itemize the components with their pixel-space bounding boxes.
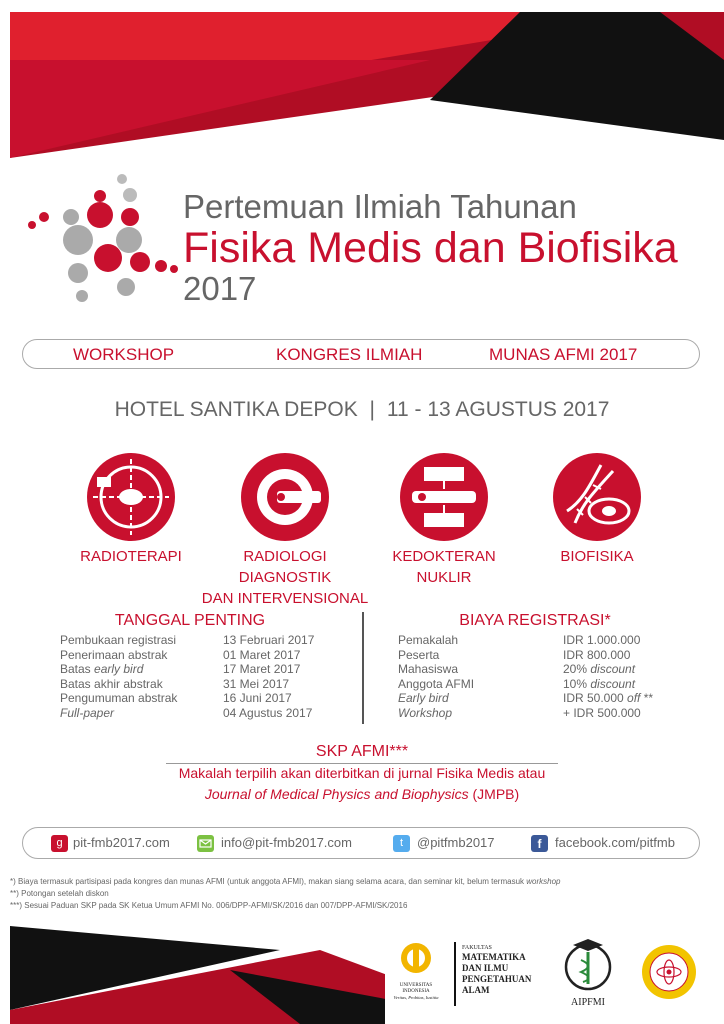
fee-label: Anggota AFMI (398, 676, 475, 691)
date-label: Pembukaan registrasi (60, 633, 177, 647)
dates-heading: TANGGAL PENTING (114, 612, 266, 629)
twitter-icon: t (393, 835, 410, 852)
contact-bar (22, 827, 700, 859)
fmipa-logo: FAKULTAS MATEMATIKA DAN ILMU PENGETAHUAN ALAM (462, 945, 532, 995)
venue-separator: | (369, 398, 376, 421)
topic-radioterapi: RADIOTERAPI (80, 548, 182, 565)
date-label: Batas akhir abstrak (60, 676, 163, 691)
website-icon: g (51, 835, 68, 852)
section-divider (362, 612, 364, 724)
footnote-2: **) Potongan setelah diskon (10, 889, 109, 898)
fees-heading: BIAYA REGISTRASI* (459, 612, 611, 629)
footnote-3: ***) Sesuai Paduan SKP pada SK Ketua Umum AFMI No. 006/DPP-AFMI/SK/2016 dan 007/DPP-AFMI/SK/2016 (10, 901, 408, 910)
date-value: 17 Maret 2017 (223, 662, 301, 676)
ui-emblem (396, 938, 436, 978)
venue-dates: 11 - 13 AGUSTUS 2017 (386, 398, 610, 421)
skp-heading: SKP AFMI*** (315, 743, 409, 760)
fee-value: 10% discount (563, 676, 636, 691)
fee-label: Pemakalah (398, 633, 459, 647)
aipfmi-name: AIPFMI (571, 997, 605, 1008)
footnote-1: *) Biaya termasuk partisipasi pada kongres dan munas AFMI (untuk anggota AFMI), makan siang selama acara, dan seminar kit, belum termasuk workshop (10, 877, 561, 886)
aipfmi-logo (558, 936, 618, 1008)
fee-label: Peserta (398, 647, 440, 662)
date-label: Penerimaan abstrak (60, 647, 168, 662)
event-workshop: WORKSHOP (73, 345, 175, 364)
email-icon (197, 835, 214, 852)
date-value: 04 Agustus 2017 (223, 705, 313, 720)
website-link[interactable]: pit-fmb2017.com (73, 835, 170, 850)
date-label: Batas early bird (60, 662, 144, 676)
fee-value: IDR 800.000 (563, 647, 631, 662)
topic-biofisika: BIOFISIKA (560, 548, 634, 565)
title-year: 2017 (183, 270, 257, 307)
date-label: Full-paper (60, 705, 115, 720)
skp-line2: Journal of Medical Physics and Biophysics (JMPB) (204, 786, 520, 802)
title-line2: Fisika Medis dan Biofisika (183, 224, 678, 272)
facebook-icon: f (531, 835, 548, 852)
aipfmi-emblem (561, 936, 615, 992)
topic-kedokteran-nuklir: KEDOKTERAN NUKLIR (392, 548, 496, 586)
skp-underline (166, 763, 558, 764)
date-value: 13 Februari 2017 (223, 633, 315, 647)
topic-radiologi: RADIOLOGI DIAGNOSTIK DAN INTERVENSIONAL (201, 548, 369, 607)
skp-line1: Makalah terpilih akan diterbitkan di jurnal Fisika Medis atau (178, 765, 546, 781)
fee-value: 20% discount (563, 662, 636, 676)
fee-label: Early bird (398, 691, 449, 705)
ui-logo (390, 938, 442, 1016)
afmi-logo (640, 943, 698, 1001)
title-line1: Pertemuan Ilmiah Tahunan (183, 188, 577, 225)
date-label: Pengumuman abstrak (60, 691, 178, 705)
dna-cell-icon (553, 453, 641, 541)
afmi-emblem (640, 943, 698, 1001)
email-link[interactable]: info@pit-fmb2017.com (221, 835, 352, 850)
fmipa-divider (454, 942, 456, 1006)
facebook-link[interactable]: facebook.com/pitfmb (555, 835, 675, 850)
fee-value: IDR 1.000.000 (563, 633, 641, 647)
fee-value: + IDR 500.000 (563, 705, 641, 720)
fee-label: Mahasiswa (398, 662, 459, 676)
dates-table (60, 633, 350, 723)
ui-name: UNIVERSITAS INDONESIA (399, 983, 433, 994)
event-kongres: KONGRES ILMIAH (276, 345, 423, 364)
events-bar (22, 339, 700, 369)
radiotherapy-icon (87, 453, 175, 541)
twitter-link[interactable]: @pitfmb2017 (417, 835, 495, 850)
fee-label: Workshop (398, 705, 453, 720)
fees-table (398, 633, 698, 723)
ct-scanner-icon (241, 453, 329, 541)
nuclear-scanner-icon (400, 453, 488, 541)
date-value: 01 Maret 2017 (223, 647, 301, 662)
dots-logo (22, 165, 182, 315)
fee-value: IDR 50.000 off ** (563, 691, 654, 705)
date-value: 16 Juni 2017 (223, 691, 292, 705)
event-munas: MUNAS AFMI 2017 (489, 345, 638, 364)
venue-place: HOTEL SANTIKA DEPOK (114, 398, 358, 421)
date-value: 31 Mei 2017 (223, 676, 290, 691)
ui-motto: Veritas, Probitas, Iustitia (393, 995, 439, 1000)
top-banner (0, 0, 724, 170)
venue-line (0, 398, 724, 422)
